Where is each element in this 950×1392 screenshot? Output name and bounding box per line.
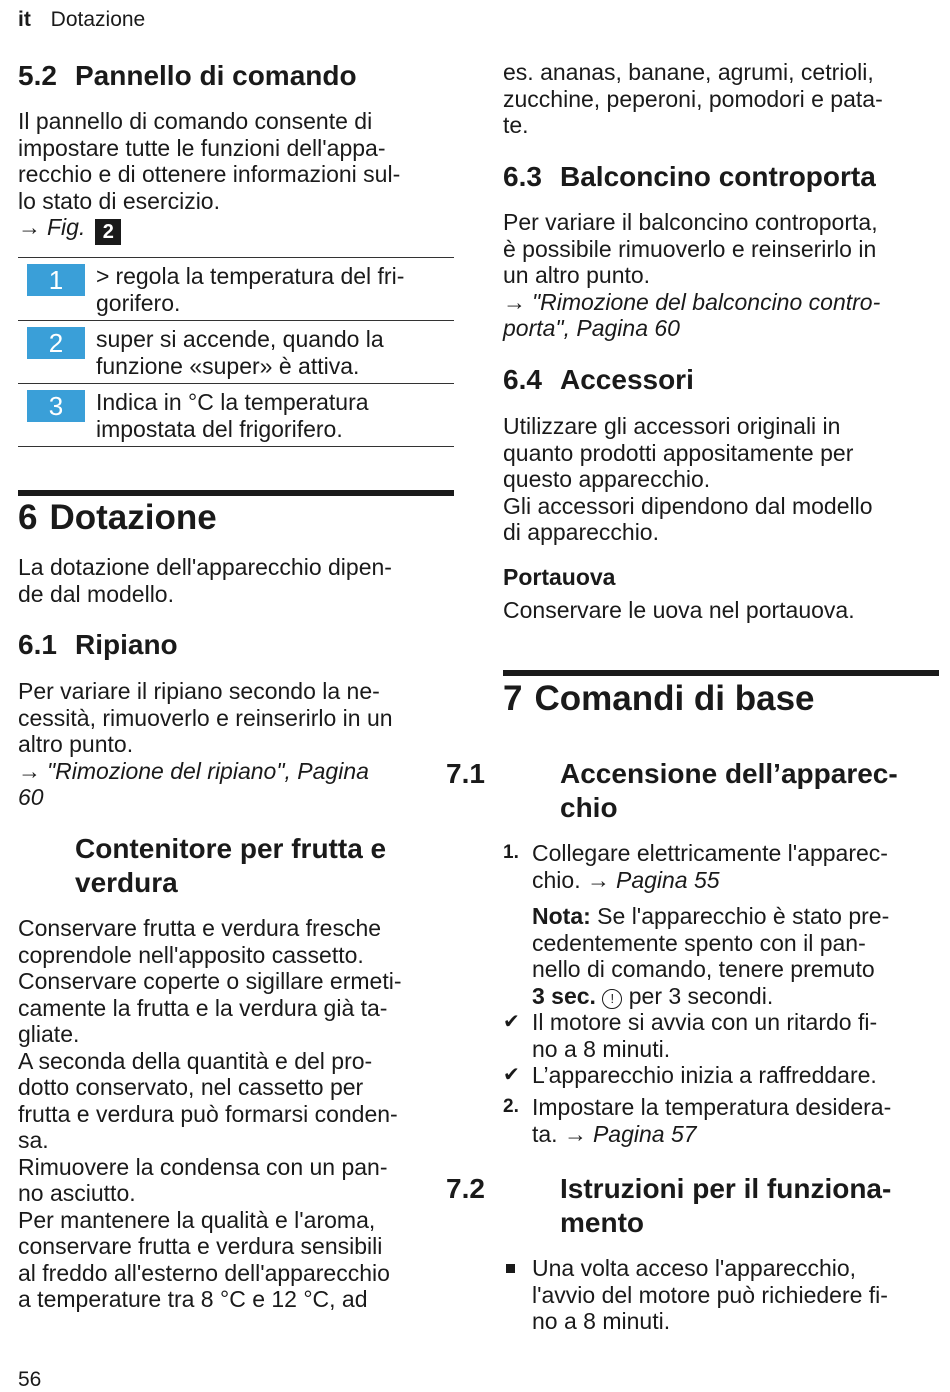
- text-line: funzione «super» è attiva.: [96, 352, 360, 379]
- text-line: cessità, rimuoverlo e reinserirlo in un: [18, 704, 393, 731]
- item-number-badge: 2: [27, 327, 85, 359]
- section-6-3-text: [503, 209, 939, 342]
- text-line: Conservare coperte o sigillare ermeti-: [18, 968, 402, 994]
- text-line: a temperature tra 8 °C e 12 °C, ad: [18, 1286, 368, 1312]
- text-line: zucchine, peperoni, pomodori e pata-: [503, 85, 883, 112]
- section-6-4-text: [503, 413, 939, 546]
- section-6-1-text: [18, 678, 454, 811]
- section-5-2-text: [18, 108, 454, 245]
- text-line: impostare tutte le funzioni dell'appa-: [18, 134, 386, 161]
- subsection-text: Conservare le uova nel portauova.: [503, 597, 855, 623]
- section-6-3-heading: [503, 160, 939, 194]
- section-title: Pannello di comando: [75, 60, 357, 91]
- text-line: no a 8 minuti.: [532, 1308, 671, 1334]
- chapter-number: 7: [503, 679, 523, 718]
- reference-text: "Rimozione del balconcino contro-: [532, 288, 881, 315]
- text-line: di apparecchio.: [503, 519, 659, 545]
- control-panel-table: [18, 257, 454, 447]
- text-line: Indica in °C la temperatura: [96, 389, 369, 415]
- chapter-title: Dotazione: [49, 498, 217, 537]
- table-cell: [96, 389, 454, 442]
- section-number: 6.1: [18, 629, 57, 660]
- check-icon: ✔: [503, 1011, 520, 1033]
- section-title: Contenitore per frutta e: [75, 833, 387, 864]
- item-number-badge: 1: [27, 264, 85, 296]
- text-line: Utilizzare gli accessori originali in: [503, 413, 841, 439]
- table-row: [18, 383, 454, 447]
- section-6-2-text-continued: [503, 59, 939, 139]
- text-line: conservare frutta e verdura sensibili: [18, 1233, 383, 1259]
- table-cell: [96, 326, 454, 379]
- section-title: Balconcino controporta: [560, 161, 876, 192]
- bullet-text: [532, 1255, 939, 1335]
- text-line: impostata del frigorifero.: [96, 415, 343, 442]
- reference-text: "Rimozione del ripiano", Pagina: [47, 757, 369, 784]
- text-line: Per variare il ripiano secondo la ne-: [18, 678, 380, 704]
- step-text: [532, 840, 939, 893]
- text-line: Impostare la temperatura desidera-: [532, 1094, 892, 1120]
- chapter-6-heading: [18, 498, 454, 538]
- text-line: super si accende, quando la: [96, 326, 384, 352]
- arrow-icon: →: [18, 757, 41, 784]
- text-line: al freddo all'esterno dell'apparecchio: [18, 1259, 390, 1286]
- section-number: 6.4: [503, 364, 542, 395]
- text-line: quanto prodotti appositamente per: [503, 439, 854, 466]
- text-line: ta.: [532, 1120, 558, 1147]
- arrow-icon: →: [563, 1120, 587, 1147]
- text-line: Una volta acceso l'apparecchio,: [532, 1255, 857, 1281]
- text-line: Collegare elettricamente l'apparec-: [532, 840, 888, 866]
- step-2: [503, 1094, 939, 1147]
- chapter-title: Comandi di base: [534, 679, 815, 718]
- section-title: mento: [560, 1207, 644, 1238]
- text-line: chio.: [532, 866, 581, 893]
- text-line: dotto conservato, nel cassetto per: [18, 1074, 364, 1100]
- arrow-icon: →: [18, 214, 41, 240]
- section-title: chio: [560, 792, 618, 823]
- text-line: es. ananas, banane, agrumi, cetrioli,: [503, 59, 874, 85]
- text-line: recchio e di ottenere informazioni sul-: [18, 161, 401, 187]
- text-line: altro punto.: [18, 731, 134, 757]
- reference-text: Pagina 57: [592, 1120, 697, 1147]
- text-line: La dotazione dell'apparecchio dipen-: [18, 554, 392, 580]
- section-number: 7.1: [446, 758, 485, 789]
- section-title: Accessori: [560, 364, 694, 395]
- note-label: Nota:: [532, 903, 591, 929]
- section-number: 7.2: [446, 1173, 485, 1204]
- text-line: un altro punto.: [503, 262, 651, 288]
- chevron-right-icon: >: [96, 263, 110, 289]
- text-line: no a 8 minuti.: [532, 1035, 671, 1062]
- text-line: Per variare il balconcino controporta,: [503, 209, 878, 235]
- section-number: 5.2: [18, 60, 57, 91]
- square-bullet-icon: [506, 1264, 515, 1273]
- reference-text: Fig.: [47, 214, 86, 240]
- text-line: questo apparecchio.: [503, 466, 711, 492]
- section-title: Accensione dell’apparec-: [560, 758, 898, 789]
- table-cell: [96, 263, 454, 316]
- text-line: coprendole nell'apposito cassetto.: [18, 941, 364, 968]
- bullet-item: [503, 1255, 939, 1335]
- page-reference[interactable]: [18, 758, 454, 785]
- page-reference[interactable]: [587, 867, 720, 893]
- chapter-rule: [18, 490, 454, 496]
- text-line: A seconda della quantità e del pro-: [18, 1047, 373, 1074]
- figure-number-badge: 2: [95, 219, 121, 245]
- reference-text: Pagina 55: [615, 866, 720, 893]
- section-6-4-heading: [503, 363, 939, 397]
- result-2: [503, 1062, 939, 1089]
- header-title: Dotazione: [50, 8, 146, 31]
- table-row: [18, 257, 454, 320]
- step-number: 1.: [503, 842, 519, 863]
- text-line: Il pannello di comando consente di: [18, 108, 373, 134]
- section-number: [18, 832, 75, 866]
- arrow-icon: →: [503, 288, 526, 315]
- text-line: regola la temperatura del fri-: [115, 263, 405, 289]
- section-title: Ripiano: [75, 629, 178, 660]
- section-7-2-heading: [446, 1172, 950, 1240]
- power-icon: !: [602, 989, 622, 1009]
- text-line: de dal modello.: [18, 580, 174, 607]
- text-line: per 3 secondi.: [628, 982, 774, 1009]
- arrow-icon: →: [586, 866, 610, 893]
- section-title: verdura: [75, 867, 178, 898]
- text-line: Se l'apparecchio è stato pre-: [597, 903, 890, 929]
- check-icon: ✔: [503, 1064, 520, 1086]
- text-line: camente la frutta e la verdura già ta-: [18, 994, 388, 1021]
- text-line: gorifero.: [96, 289, 181, 316]
- chapter-rule: [503, 670, 939, 676]
- result-text: L’apparecchio inizia a raffreddare.: [532, 1062, 877, 1088]
- step-1: [503, 840, 939, 893]
- section-6-2-heading: [18, 832, 511, 900]
- chapter-number: 6: [18, 498, 38, 537]
- text-line: no asciutto.: [18, 1180, 136, 1206]
- text-line: è possibile rimuoverlo e reinserirlo in: [503, 235, 877, 262]
- text-line: Gli accessori dipendono dal modello: [503, 492, 873, 519]
- text-line: Per mantenere la qualità e l'aroma,: [18, 1206, 376, 1233]
- chapter-7-heading: [503, 679, 939, 719]
- text-line: lo stato di esercizio.: [18, 187, 220, 214]
- step-number: 2.: [503, 1096, 519, 1117]
- section-7-1-heading: [446, 757, 950, 825]
- section-number: 6.3: [503, 161, 542, 192]
- text-line: frutta e verdura può formarsi conden-: [18, 1100, 398, 1127]
- note-text: [532, 903, 939, 1009]
- page-reference[interactable]: [564, 1121, 697, 1147]
- text-line: te.: [503, 112, 529, 138]
- note-block: [503, 903, 939, 1009]
- result-1: [503, 1009, 939, 1062]
- item-number-badge: 3: [27, 390, 85, 422]
- page-header: [18, 8, 145, 32]
- chapter-6-text: [18, 554, 454, 607]
- text-line: Rimuovere la condensa con un pan-: [18, 1153, 388, 1180]
- table-row: [18, 320, 454, 383]
- text-line: Il motore si avvia con un ritardo fi-: [532, 1009, 878, 1035]
- text-line: cedentemente spento con il pan-: [532, 929, 866, 956]
- text-line: nello di comando, tenere premuto: [532, 956, 875, 982]
- section-5-2-heading: [18, 59, 454, 93]
- subsection-heading-portauova: Portauova: [503, 564, 616, 590]
- page-reference[interactable]: [503, 289, 939, 316]
- text-line: sa.: [18, 1127, 49, 1153]
- figure-reference: [18, 214, 454, 245]
- text-line: Conservare frutta e verdura fresche: [18, 915, 382, 941]
- result-text: [532, 1009, 939, 1062]
- text-line: l'avvio del motore può richiedere fi-: [532, 1281, 888, 1308]
- reference-text: porta", Pagina 60: [503, 315, 680, 341]
- text-line: gliate.: [18, 1021, 80, 1047]
- language-code: it: [18, 8, 31, 31]
- page-number: 56: [18, 1368, 42, 1391]
- reference-text: 60: [18, 784, 44, 810]
- step-text: [532, 1094, 939, 1147]
- key-label: 3 sec.: [532, 982, 596, 1009]
- section-6-2-text: [18, 915, 454, 1313]
- section-title: Istruzioni per il funziona-: [560, 1173, 892, 1204]
- section-6-1-heading: [18, 628, 454, 662]
